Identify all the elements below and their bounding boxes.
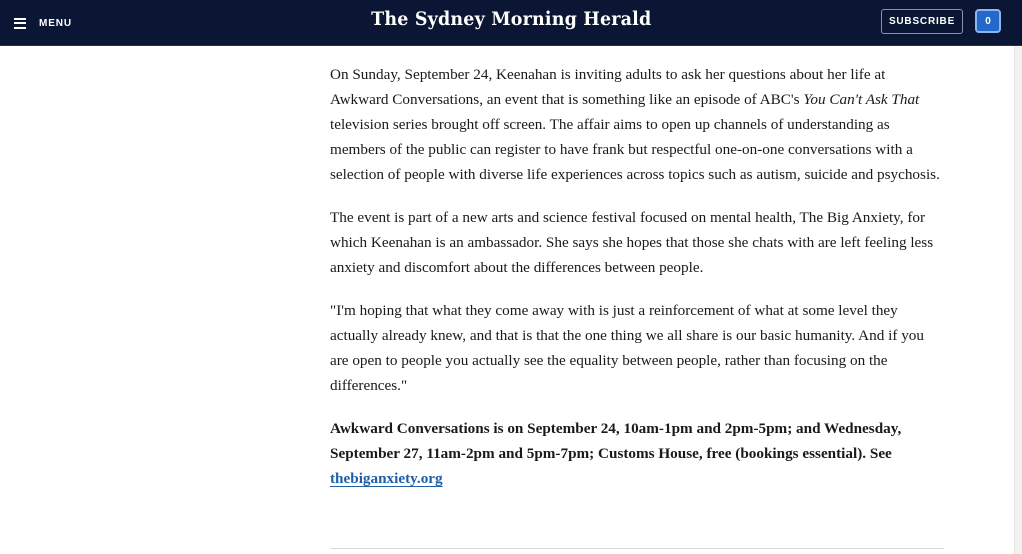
show-title: You Can't Ask That xyxy=(803,91,920,108)
event-details-paragraph: Awkward Conversations is on September 24, 10am-1pm and 2pm-5pm; and Wednesday, September 27, 11am-2pm and 5pm-7pm; Customs House, free (bookings essential). See thebiganxiety.org xyxy=(330,420,902,487)
account-badge-button[interactable]: 0 xyxy=(975,9,1001,33)
article-divider xyxy=(330,548,944,549)
top-navigation-bar xyxy=(0,0,1022,46)
article-paragraph-1: On Sunday, September 24, Keenahan is inviting adults to ask her questions about her life at Awkward Conversations, an event that is something like an episode of ABC's You Can't Ask That television series brought off screen. The affair aims to open up channels of understanding as members of the public can register to have frank but respectful one-on-one conversations with a selection of people with diverse life experiences across topics such as autism, suicide and psychosis. xyxy=(330,66,940,183)
article-body xyxy=(330,62,944,509)
masthead-logo[interactable]: The Sydney Morning Herald xyxy=(370,8,652,30)
festival-link[interactable]: thebiganxiety.org xyxy=(330,470,443,487)
menu-label: MENU xyxy=(39,17,73,29)
article-paragraph-2: The event is part of a new arts and science festival focused on mental health, The Big Anxiety, for which Keenahan is an ambassador. She says she hopes that those she chats with are left feeling less anxiety and discomfort about the differences between people. xyxy=(330,209,934,276)
page-scrollbar[interactable] xyxy=(1014,46,1022,554)
article-paragraph-3: "I'm hoping that what they come away with is just a reinforcement of what at some level they actually already knew, and that is that the one thing we all share is our basic humanity. And if you are open to people you actually see the equality between people, rather than focusing on the differences." xyxy=(330,302,924,394)
subscribe-button[interactable]: SUBSCRIBE xyxy=(881,9,963,34)
